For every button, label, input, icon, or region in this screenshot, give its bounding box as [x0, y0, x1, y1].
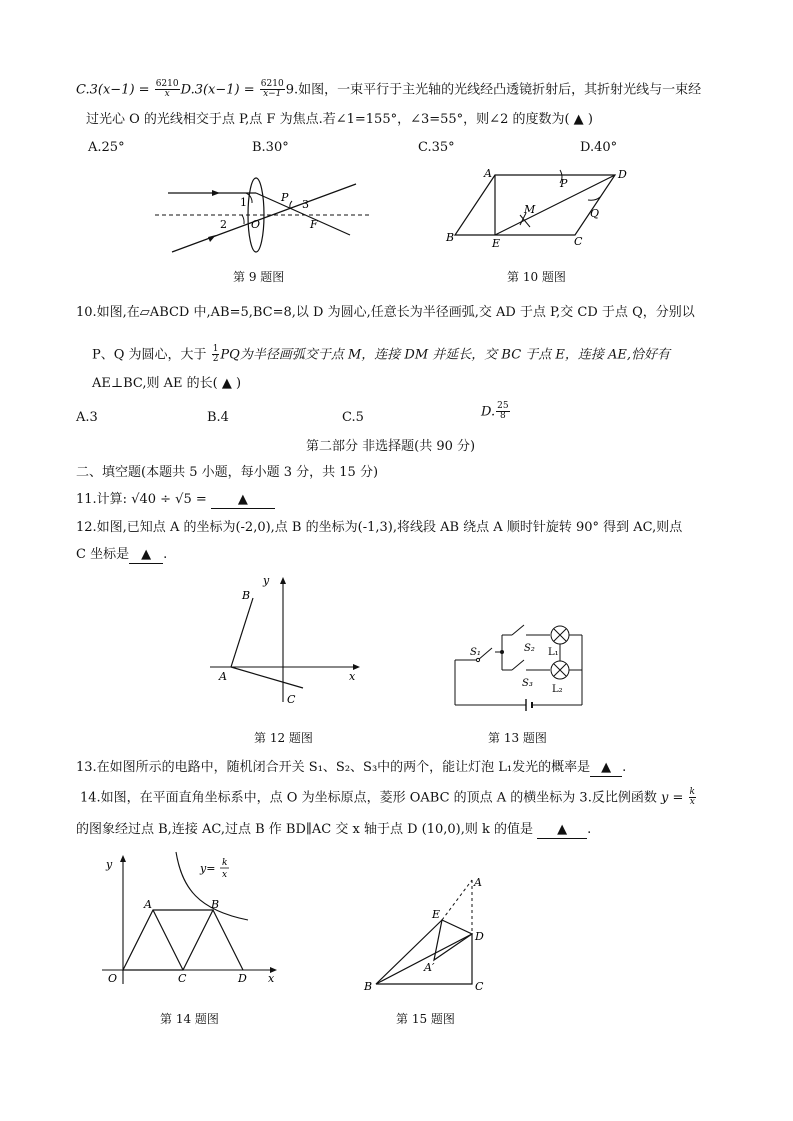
label-A: A	[144, 898, 152, 911]
label-A-prime: A′	[424, 961, 435, 974]
label-E: E	[492, 237, 501, 250]
triangle-EDA1	[434, 920, 472, 960]
q14-fn-lhs: y =	[660, 790, 684, 806]
q11-answer-blank: ▲	[211, 492, 275, 509]
label-M: M	[524, 203, 536, 216]
label-D: D	[238, 972, 247, 985]
q13-text: 13.在如图所示的电路中，随机闭合开关 S₁、S₂、S₃中的两个，能让灯泡 L₁发光的概率是	[76, 760, 591, 775]
q10-option-c: C.5	[342, 410, 364, 425]
q10-line2a: P、Q 为圆心，大于	[92, 347, 207, 363]
q10-half-num: 1	[212, 344, 219, 354]
q10-option-a: A.3	[76, 410, 98, 425]
label-fn-den: x	[222, 870, 228, 880]
label-S3: S₃	[522, 678, 533, 689]
figure-12-caption: 第 12 题图	[254, 731, 313, 745]
q8-optD-num: 6210	[260, 79, 284, 89]
q10-optD-label: D.	[481, 404, 496, 420]
q8-optD-den: x−1	[263, 89, 282, 100]
label-fn-num: k	[222, 858, 228, 868]
label-B: B	[242, 589, 251, 602]
label-y: y	[106, 858, 113, 871]
q10-half-fraction	[212, 345, 220, 365]
figure-14-rhombus	[98, 848, 283, 988]
optical-center-ray	[172, 184, 356, 252]
q8-optD-lhs: 3(x−1) =	[194, 82, 255, 98]
dashed-EA	[442, 880, 472, 920]
q10-line3: AE⊥BC,则 AE 的长( ▲ )	[92, 376, 242, 391]
figure-13-caption: 第 13 题图	[488, 731, 547, 745]
y-axis-arrow-icon	[120, 855, 126, 862]
q13-answer-blank: ▲	[590, 760, 622, 777]
segment-BE	[376, 920, 442, 984]
label-x: x	[349, 670, 356, 683]
angle-2-arc	[242, 215, 244, 224]
label-L1: L₁	[548, 647, 559, 658]
figure-12-coordinate	[205, 572, 365, 707]
label-C: C	[574, 235, 583, 248]
label-D: D	[475, 930, 484, 943]
label-E: E	[432, 908, 441, 921]
figure-10-parallelogram	[440, 165, 640, 250]
q8-optC-lhs: 3(x−1) =	[89, 82, 150, 98]
label-O: O	[251, 218, 261, 231]
q11	[76, 492, 275, 509]
label-B: B	[446, 231, 455, 244]
q11-expr: √40 ÷ √5 =	[131, 492, 207, 507]
q10-line1: 10.如图,在▱ABCD 中,AB=5,BC=8,以 D 为圆心,任意长为半径画弧,交 AD 于点 P,交 CD 于点 Q，分别以	[76, 305, 695, 320]
label-C: C	[475, 980, 484, 993]
q10-line2	[92, 345, 670, 365]
q12-line2	[76, 547, 167, 564]
figure-15-caption: 第 15 题图	[396, 1012, 455, 1026]
arrow-icon	[212, 190, 220, 196]
q12-line2a: C 坐标是	[76, 547, 130, 562]
q10-optD-fraction	[496, 402, 509, 422]
label-P: P	[560, 177, 568, 190]
q14-line1	[80, 788, 697, 808]
label-L2: L₂	[552, 684, 563, 695]
q10-half-den: 2	[212, 354, 219, 365]
label-A: A	[474, 876, 482, 889]
q14-fn-den: x	[689, 797, 695, 808]
label-S1: S₁	[470, 647, 481, 658]
section2-title: 二、填空题(本题共 5 小题，每小题 3 分，共 15 分)	[76, 465, 379, 480]
label-A: A	[484, 167, 492, 180]
label-B: B	[364, 980, 373, 993]
angle-3-arc	[290, 201, 292, 208]
segment-BD	[213, 910, 243, 970]
q8-optC-fraction	[155, 80, 180, 100]
q8-optD-fraction	[260, 80, 285, 100]
q10-option-b: B.4	[207, 410, 229, 425]
label-fn-lhs: y=	[200, 862, 216, 875]
q10-line2b: PQ为半径画弧交于点 M，连接 DM 并延长，交 BC 于点 E，连接 AE,恰好有	[220, 347, 671, 363]
q9-option-c: C.35°	[418, 140, 455, 155]
q9-option-a: A.25°	[88, 140, 125, 155]
q8-optC-label: C.	[76, 82, 90, 98]
label-3: 3	[302, 198, 309, 211]
q14-fn-num: k	[689, 787, 695, 797]
q12-line2b: .	[163, 547, 168, 562]
label-2: 2	[220, 218, 227, 231]
q8-options-tail	[76, 80, 701, 100]
figure-9-lens-diagram	[150, 170, 380, 260]
label-F: F	[310, 218, 318, 231]
q9-line1: 9.如图，一束平行于主光轴的光线经凸透镜折射后，其折射光线与一束经	[285, 82, 702, 98]
label-1: 1	[240, 196, 247, 209]
q14-fn-fraction	[689, 788, 696, 808]
q10-optD-den: 8	[499, 411, 506, 422]
q14-answer-blank: ▲	[537, 822, 587, 839]
label-y: y	[263, 574, 270, 587]
q14-line2	[76, 822, 591, 839]
q13-end: .	[622, 760, 627, 775]
label-O: O	[108, 972, 118, 985]
label-C: C	[178, 972, 187, 985]
segment-AC	[153, 910, 183, 970]
switch-S1-pivot	[476, 658, 479, 661]
q8-optD-label: D.	[180, 82, 195, 98]
q9-option-b: B.30°	[252, 140, 289, 155]
label-D: D	[618, 168, 627, 181]
figure-15-triangle	[360, 872, 500, 994]
q9-option-d: D.40°	[580, 140, 618, 155]
bulb-L1-cross	[554, 629, 566, 641]
figure-14-caption: 第 14 题图	[160, 1012, 219, 1026]
y-axis-arrow-icon	[280, 577, 286, 584]
q14-line1a: 14.如图，在平面直角坐标系中，点 O 为坐标原点，菱形 OABC 的顶点 A 的横坐标为 3.反比例函数	[80, 790, 657, 806]
arrow-icon	[208, 235, 216, 242]
segment-AB	[231, 598, 253, 667]
figure-10-caption: 第 10 题图	[507, 270, 566, 284]
part2-title: 第二部分 非选择题(共 90 分)	[306, 439, 476, 454]
label-S2: S₂	[524, 643, 535, 654]
triangle-BCD	[376, 934, 472, 984]
switch-S2-blade	[512, 625, 524, 635]
q9-line2: 过光心 O 的光线相交于点 P,点 F 为焦点.若∠1=155°，∠3=55°，则∠2 的度数为( ▲ )	[86, 112, 593, 127]
q10-optD-num: 25	[497, 401, 509, 411]
label-x: x	[268, 972, 275, 985]
figure-9-caption: 第 9 题图	[233, 270, 285, 284]
bulb-L2-cross	[554, 664, 566, 676]
q11-prefix: 11.计算:	[76, 492, 128, 507]
figure-13-circuit	[440, 615, 595, 715]
q8-optC-num: 6210	[155, 79, 179, 89]
segment-DE	[495, 175, 615, 235]
segment-AC	[231, 667, 303, 688]
label-B: B	[211, 898, 220, 911]
label-Q: Q	[590, 207, 600, 220]
q10-option-d	[481, 402, 511, 422]
q8-optC-den: x	[164, 89, 170, 100]
switch-S3-blade	[512, 660, 524, 670]
q12-answer-blank: ▲	[129, 547, 163, 564]
label-P: P	[281, 191, 289, 204]
label-C: C	[287, 693, 296, 706]
q13-line	[76, 760, 626, 777]
q14-end: .	[587, 822, 592, 837]
label-A: A	[219, 670, 227, 683]
q12-line1: 12.如图,已知点 A 的坐标为(-2,0),点 B 的坐标为(-1,3),将线段 AB 绕点 A 顺时针旋转 90° 得到 AC,则点	[76, 520, 683, 535]
q14-text2: 的图象经过点 B,连接 AC,过点 B 作 BD∥AC 交 x 轴于点 D (10,0),则 k 的值是	[76, 822, 533, 837]
